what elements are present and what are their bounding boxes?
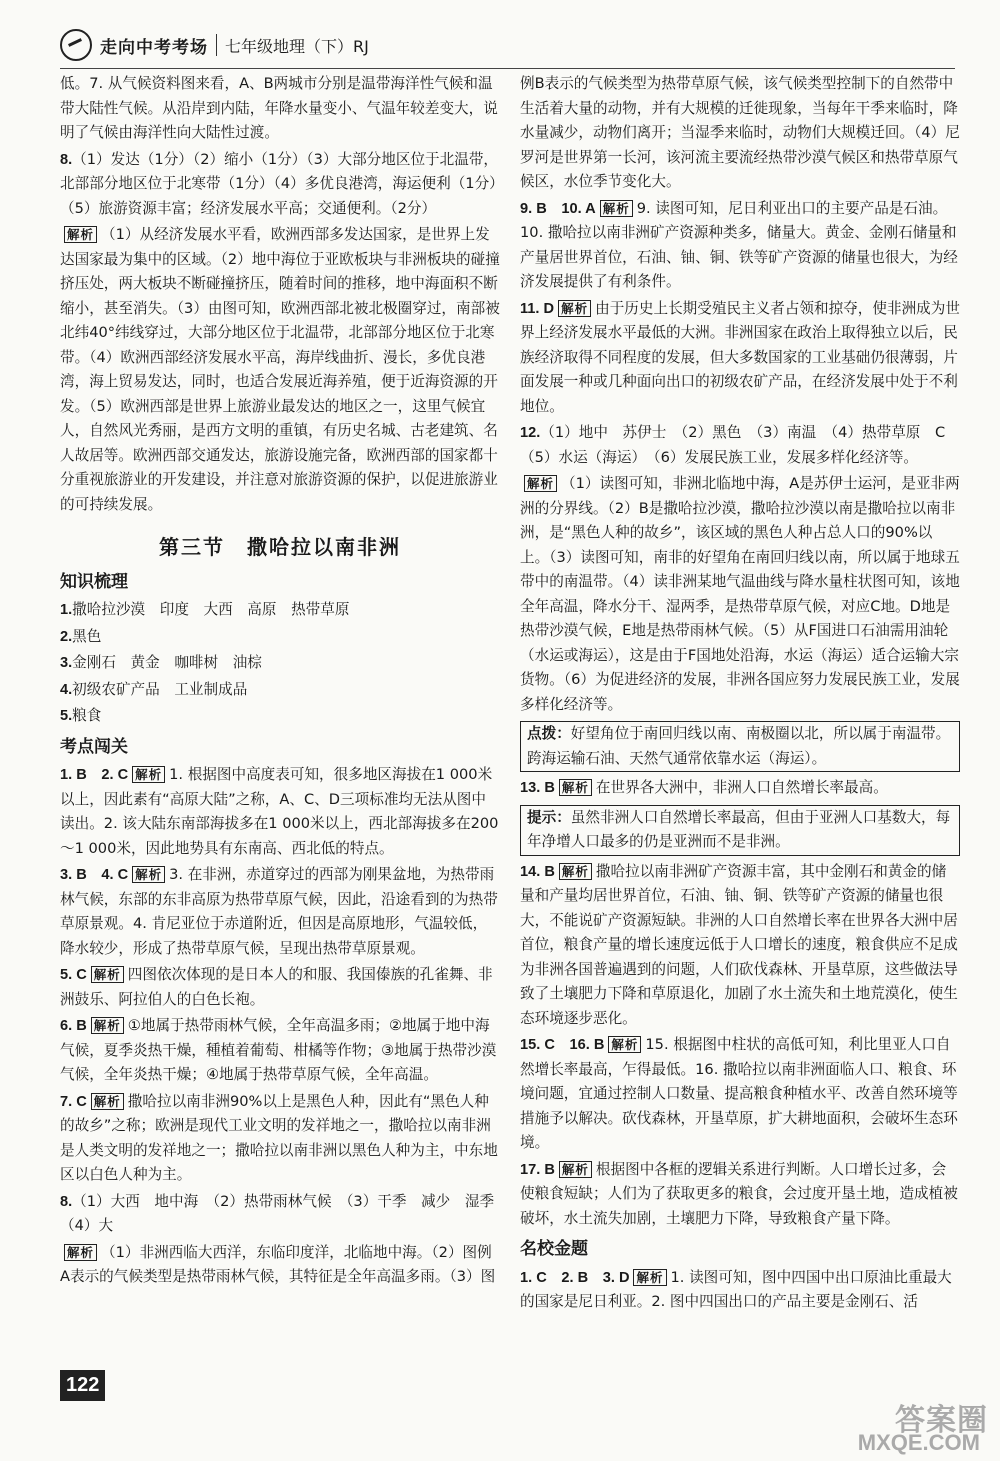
analysis-text: （1）非洲西临大西洋，东临印度洋，北临地中海。（2）图例A表示的气候类型是热带雨林气候，其特征是全年高温多雨。（3）图 <box>60 1243 496 1285</box>
item-number: 4. <box>60 681 73 698</box>
analysis-tag: 解析 <box>91 1017 124 1034</box>
knowledge-item <box>60 704 500 729</box>
analysis-tag: 解析 <box>559 779 592 796</box>
analysis-tag: 解析 <box>633 1269 666 1286</box>
item-number: 2. <box>60 628 73 645</box>
analysis-text: （1）读图可知，非洲北临地中海，A是苏伊士运河，是亚非两洲的分界线。（2）B是撒哈拉沙漠，撒哈拉沙漠以南是撒哈拉以南非洲，是“黑色人种的故乡”，该区域的黑色人种占总人口的90%以上。（3）读图可知，南非的好望角在南回归线以南，所以属于地球五带中的南温带。（4）读非洲某地气温曲线与降水量柱状图可知，该地全年高温，降水分干、湿两季，是热带草原气候，对应C地。D地是热带沙漠气候，E地是热带雨林气候。（5）从F国进口石油需用油轮（水运或海运），这是由于F国地处沿海，水运（海运）适合运输大宗货物。（6）为促进经济的发展，非洲各国应努力发展民族工业，发展多样化经济等。 <box>520 475 960 713</box>
analysis-tag: 解析 <box>608 1036 641 1053</box>
answer-number: 5. C <box>60 967 87 983</box>
page-number: 122 <box>60 1370 105 1401</box>
item-number: 3. <box>60 655 73 671</box>
answer-text: 1. 读图可知，图中四国中出口原油比重最大的国家是尼日利亚。2. 图中四国出口的产品主要是金刚石、活 <box>520 1268 952 1310</box>
header-rule <box>60 68 955 69</box>
item-text: 撒哈拉沙漠 印度 大西 高原 热带草原 <box>72 601 350 618</box>
exam-heading: 考点闯关 <box>60 736 128 757</box>
answer-text: （1）大西 地中海 （2）热带雨林气候 （3）干季 减少 湿季 （4）大 <box>60 1192 509 1234</box>
tip-box <box>520 721 960 772</box>
answer-text: （1）地中 苏伊士 （2）黑色 （3）南温 （4）热带草原 C （5）水运（海运） （6）发展民族工业，发展多样化经济等。 <box>520 424 960 466</box>
answer-text: 根据图中各框的逻辑关系进行判断。人口增长过多，会使粮食短缺；人们为了获取更多的粮食，会过度开垦土地，造成植被破坏，水土流失加剧，土壤肥力下降，导致粮食产量下降。 <box>520 1160 958 1227</box>
hint-text: 虽然非洲人口自然增长率最高，但由于亚洲人口基数大，每年净增人口最多的仍是亚洲而不是非洲。 <box>527 808 951 850</box>
item-text: 粮食 <box>72 707 102 724</box>
exam-answer <box>60 863 500 961</box>
answer-number: 17. B <box>520 1161 555 1178</box>
left-column <box>60 72 509 1292</box>
analysis-tag: 解析 <box>132 766 165 783</box>
analysis-tag: 解析 <box>91 1093 124 1110</box>
answer-number: 12. <box>520 425 541 441</box>
exam-answer <box>60 963 500 1012</box>
answer-number: 9. B 10. A <box>520 200 596 217</box>
analysis-text: （1）从经济发展水平看，欧洲西部多发达国家，是世界上发达国家最为集中的区域。（2）地中海位于亚欧板块与非洲板块的碰撞挤压处，两大板块不断碰撞挤压，随着时间的推移，地中海面积不断缩小，甚至消失。（3）由图可知，欧洲西部北被北极圈穿过，南部被北纬40°纬线穿过，大部分地区位于北温带，北部部分地区位于北寒带。（4）欧洲西部经济发展水平高，海岸线曲折、漫长，多优良港湾，海上贸易发达，同时，也适合发展近海养殖，便于近海资源的开发。（5）欧洲西部是世界上旅游业最发达的地区之一，这里气候宜人，自然风光秀丽，是西方文明的重镇，有历史名城、古老建筑、名人故居等。欧洲西部交通发达，旅游设施完备，欧洲西部的国家都十分重视旅游业的开发建设，并注意对旅游资源的保护，以促进旅游业的可持续发展。 <box>60 226 500 513</box>
header-divider <box>216 34 217 56</box>
item-text: 黑色 <box>72 627 102 645</box>
answer-text: 9. 读图可知，尼日利亚出口的主要产品是石油。10. 撒哈拉以南非洲矿产资源种类多，储量大。黄金、金刚石储量和产量居世界首位，石油、铀、铜、铁等矿产资源的储量也很大，为经济发展提供了有利条件。 <box>520 199 958 290</box>
answer-text: 3. 在非洲，赤道穿过的西部为刚果盆地，为热带雨林气候，东部的东非高原为热带草原气候，因此，沿途看到的为热带草原景观。4. 肯尼亚位于赤道附近，但因是高原地形，气温较低，降水较少，形成了热带草原气候，呈现出热带草原景观。 <box>60 866 498 957</box>
exam-answer <box>520 197 960 295</box>
answer-text: 撒哈拉以南非洲90%以上是黑色人种，因此有“黑色人种的故乡”之称；欧洲是现代工业文明的发祥地之一，撒哈拉以南非洲是人类文明的发祥地之一；撒哈拉以南非洲以黑色人种为主，中东地区以白色人种为主。 <box>60 1092 498 1183</box>
answer-text: ①地属于热带雨林气候，全年高温多雨；②地属于地中海气候，夏季炎热干燥，種植着葡萄、柑橘等作物；③地属于热带沙漠气候，全年炎热干燥；④地属于热带草原气候，全年高温。 <box>60 1017 497 1083</box>
answer-text: 15. 根据图中柱状的高低可知，利比里亚人口自然增长率最高，乍得最低。16. 撒哈拉以南非洲面临人口、粮食、环境问题，宜通过控制人口数量、提高粮食种植水平、改善自然环境等措施予以解决。砍伐森林，开垦草原，扩大耕地面积，会破坏生态环境。 <box>520 1036 958 1151</box>
right-column <box>520 72 960 1317</box>
analysis-tag: 解析 <box>91 966 124 983</box>
famous-school-heading: 名校金题 <box>520 1239 588 1259</box>
exam-answer <box>60 1090 500 1188</box>
analysis-tag: 解析 <box>64 226 97 243</box>
section-title: 第三节 撒哈拉以南非洲 <box>159 535 401 559</box>
hint-label: 提示： <box>527 808 571 826</box>
brand-title: 走向中考考场 <box>100 37 208 58</box>
knowledge-heading: 知识梳理 <box>60 571 128 592</box>
item-text: 初级农矿产品 工业制成品 <box>72 680 248 698</box>
analysis-tag: 解析 <box>132 866 165 883</box>
answer-number: 1. C 2. B 3. D <box>520 1269 630 1286</box>
exam-answer <box>520 421 960 470</box>
exam-analysis <box>60 1241 500 1290</box>
tip-label: 点拨： <box>527 725 571 742</box>
exam-answer <box>60 1190 509 1239</box>
answer-number: 3. B 4. C <box>60 867 129 883</box>
page-header <box>60 28 369 62</box>
answer-text: 撒哈拉以南非洲矿产资源丰富，其中金刚石和黄金的储量和产量均居世界首位，石油、铀、铜、铁等矿产资源的储量也很大，不能说矿产资源短缺。非洲的人口自然增长率在世界各大洲中居首位，粮食产量的增长速度远低于人口增长的速度，粮食供应不足成为非洲各国普遍遇到的问题，人们砍伐森林、开垦草原，这些做法导致了土壤肥力下降和草原退化，加剧了水土流失和土地荒漠化，使生态环境逐步恶化。 <box>520 862 958 1027</box>
analysis-tag: 解析 <box>558 300 591 317</box>
exam-analysis <box>520 472 960 717</box>
knowledge-item <box>60 651 500 676</box>
answer-number: 1. B 2. C <box>60 767 129 783</box>
brand-logo-icon <box>60 29 92 61</box>
answer-number: 11. D <box>520 300 555 317</box>
analysis-tag: 解析 <box>524 475 557 492</box>
exam-answer <box>520 776 960 801</box>
watermark-url: MXQE.COM <box>857 1430 980 1455</box>
exam-answer <box>60 1014 500 1088</box>
item-text: 金刚石 黄金 咖啡树 油棕 <box>72 654 262 671</box>
exam-answer <box>60 763 500 861</box>
watermark: 答案圈 <box>895 1404 988 1437</box>
hint-box <box>520 805 960 856</box>
answer-number: 15. C 16. B <box>520 1037 605 1053</box>
answer-text: 1. 根据图中高度表可知，很多地区海拔在1 000米以上，因此素有“高原大陆”之称，A、C、D三项标准均无法从图中读出。2. 该大陆东南部海拔多在1 000米以上，西北部海拔多在200～1 000米，因此地势具有东南高、西北低的特点。 <box>60 766 499 857</box>
analysis-tag: 解析 <box>559 863 592 880</box>
item-number: 5. <box>60 708 73 724</box>
intro-paragraph: 低。7. 从气候资料图来看，A、B两城市分别是温带海洋性气候和温带大陆性气候。从沿岸到内陆，年降水量变小、气温年较差变大，说明了气候由海洋性向大陆性过渡。 <box>60 75 498 141</box>
subject-label: 七年级地理（下）RJ <box>225 36 369 56</box>
answer-8 <box>60 148 500 222</box>
answer-text: 由于历史上长期受殖民主义者占领和掠夺，使非洲成为世界上经济发展水平最低的大洲。非洲国家在政治上取得独立以后，民族经济取得不同程度的发展，但大多数国家的工业基础仍很薄弱，片面发展一种或几种面向出口的初级农矿产品，在经济发展中处于不利地位。 <box>520 299 960 415</box>
knowledge-item <box>60 598 500 623</box>
knowledge-item <box>60 678 500 703</box>
analysis-tag: 解析 <box>559 1161 592 1178</box>
exam-answer <box>520 860 960 1032</box>
answer-number: 8. <box>60 1193 73 1210</box>
answer-text: 四图依次体现的是日本人的和服、我国傣族的孔雀舞、非洲鼓乐、阿拉伯人的白色长袍。 <box>60 966 493 1008</box>
answer-text: （1）发达（1分）（2）缩小（1分）（3）大部分地区位于北温带，北部部分地区位于北寒带（1分）（4）多优良港湾，海运便利（1分）（5）旅游资源丰富；经济发展水平高；交通便利。（2分） <box>60 150 499 217</box>
answer-number: 13. B <box>520 780 555 796</box>
answer-text: 在世界各大洲中，非洲人口自然增长率最高。 <box>595 779 888 796</box>
answer-number: 7. C <box>60 1093 87 1110</box>
exam-answer <box>520 297 960 420</box>
knowledge-item <box>60 625 500 650</box>
exam-answer <box>520 1158 960 1232</box>
analysis-tag: 解析 <box>64 1244 97 1261</box>
answer-number: 6. B <box>60 1018 87 1034</box>
answer-number: 8. <box>60 151 73 168</box>
exam-answer <box>520 1266 960 1315</box>
analysis-tag: 解析 <box>600 200 633 217</box>
answer-number: 14. B <box>520 863 555 880</box>
tip-text: 好望角位于南回归线以南、南极圈以北，所以属于南温带。跨海运输石油、天然气通常依靠水运（海运）。 <box>527 725 951 767</box>
exam-answer <box>520 1033 960 1156</box>
intro-paragraph: 例B表示的气候类型为热带草原气候，该气候类型控制下的自然带中生活着大量的动物，并有大规模的迁徙现象，当每年干季来临时，降水量减少，动物们离开；当湿季来临时，动物们大规模迁回。（4）尼罗河是世界第一长河，该河流主要流经热带沙漠气候区和热带草原气候区，水位季节变化大。 <box>520 75 960 190</box>
item-number: 1. <box>60 602 73 618</box>
analysis-8 <box>60 223 500 517</box>
